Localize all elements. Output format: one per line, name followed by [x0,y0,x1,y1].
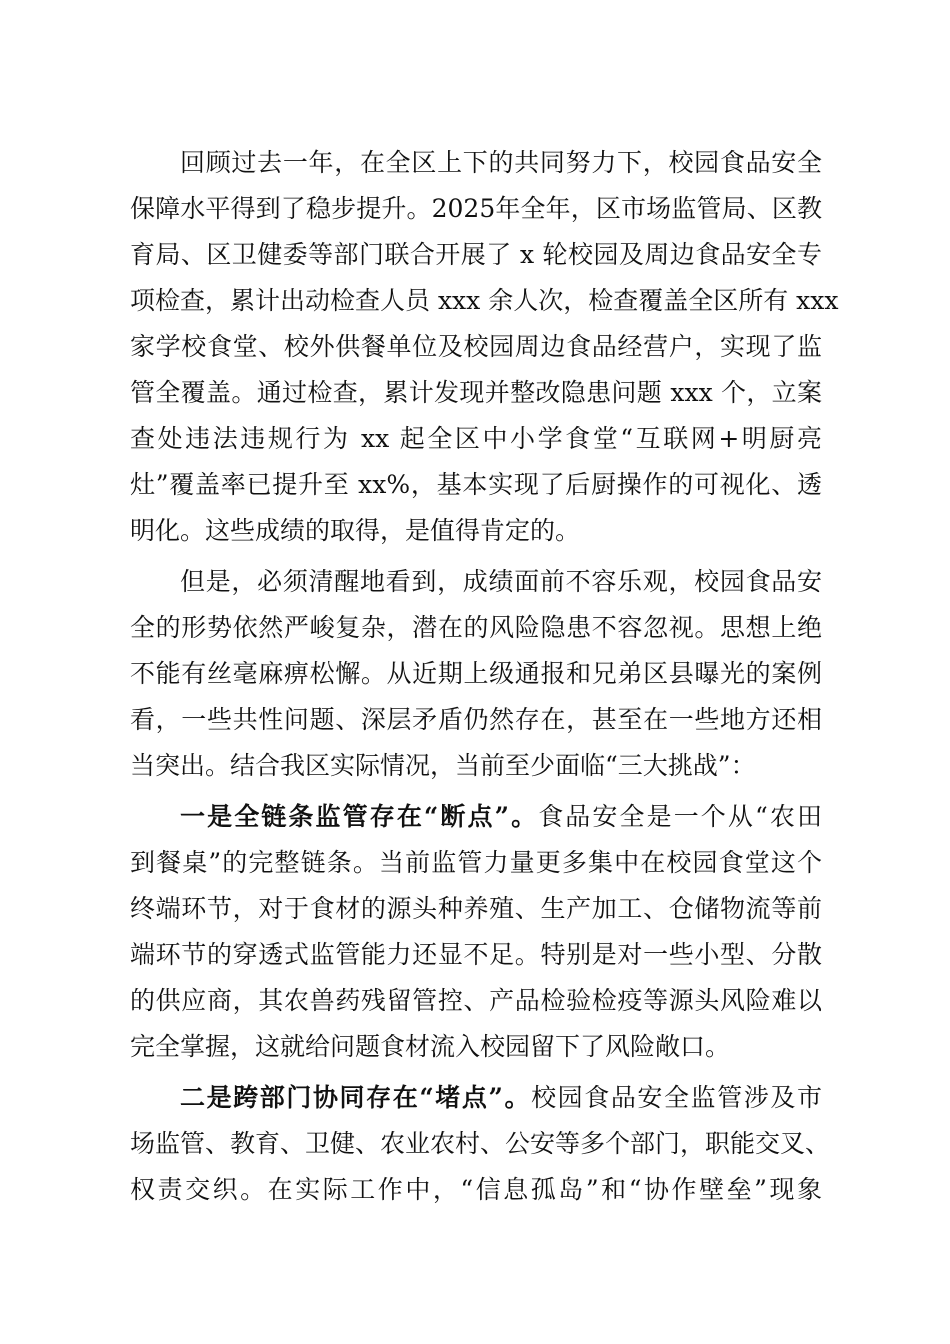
text-line: 家学校食堂、校外供餐单位及校园周边食品经营户，实现了监 [130,332,822,361]
text-line: 看，一些共性问题、深层矛盾仍然存在，甚至在一些地方还相 [130,705,822,734]
text-line [130,794,822,840]
paragraph-challenge-one [130,794,822,1070]
text-line: 项检查，累计出动检查人员 xxx 余人次，检查覆盖全区所有 xxx [130,286,839,315]
paragraph-challenges-intro [130,559,822,789]
text-line: 育局、区卫健委等部门联合开展了 x 轮校园及周边食品安全专 [130,240,822,269]
paragraph-challenge-two [130,1075,831,1213]
text-line: 管全覆盖。通过检查，累计发现并整改隐患问题 xxx 个，立案 [130,378,822,407]
section-lead-heading: 一是全链条监管存在“断点”。 [180,802,539,831]
text-line: 终端环节，对于食材的源头种养殖、生产加工、仓储物流等前 [130,894,822,923]
text-span: 食品安全是一个从“农田 [538,802,822,831]
text-line [130,1075,822,1121]
text-line: 查处违法违规行为 xx 起全区中小学食堂“互联网+明厨亮 [130,424,822,453]
section-lead-heading: 二是跨部门协同存在“堵点”。 [180,1083,532,1112]
text-line: 当突出。结合我区实际情况，当前至少面临“三大挑战”： [130,751,756,780]
text-line: 回顾过去一年，在全区上下的共同努力下，校园食品安全 [180,148,822,177]
text-line: 但是，必须清醒地看到，成绩面前不容乐观，校园食品安 [180,567,822,596]
text-line: 不能有丝毫麻痹松懈。从近期上级通报和兄弟区县曝光的案例 [130,659,822,688]
text-line: 明化。这些成绩的取得，是值得肯定的。 [130,516,581,545]
text-line: 保障水平得到了稳步提升。2025年全年，区市场监管局、区教 [130,194,822,223]
text-span: 校园食品安全监管涉及市 [531,1083,822,1112]
text-line: 权责交织。在实际工作中，“信息孤岛”和“协作壁垒”现象 [130,1175,822,1204]
text-line: 场监管、教育、卫健、农业农村、公安等多个部门，职能交叉、 [130,1129,831,1158]
paragraph-review [130,140,839,554]
text-line: 灶”覆盖率已提升至 xx%，基本实现了后厨操作的可视化、透 [130,470,822,499]
text-line: 到餐桌”的完整链条。当前监管力量更多集中在校园食堂这个 [130,848,822,877]
text-line: 端环节的穿透式监管能力还显不足。特别是对一些小型、分散 [130,940,822,969]
text-line: 的供应商，其农兽药残留管控、产品检验检疫等源头风险难以 [130,986,822,1015]
text-line: 全的形势依然严峻复杂，潜在的风险隐患不容忽视。思想上绝 [130,613,822,642]
text-line: 完全掌握，这就给问题食材流入校园留下了风险敞口。 [130,1032,731,1061]
